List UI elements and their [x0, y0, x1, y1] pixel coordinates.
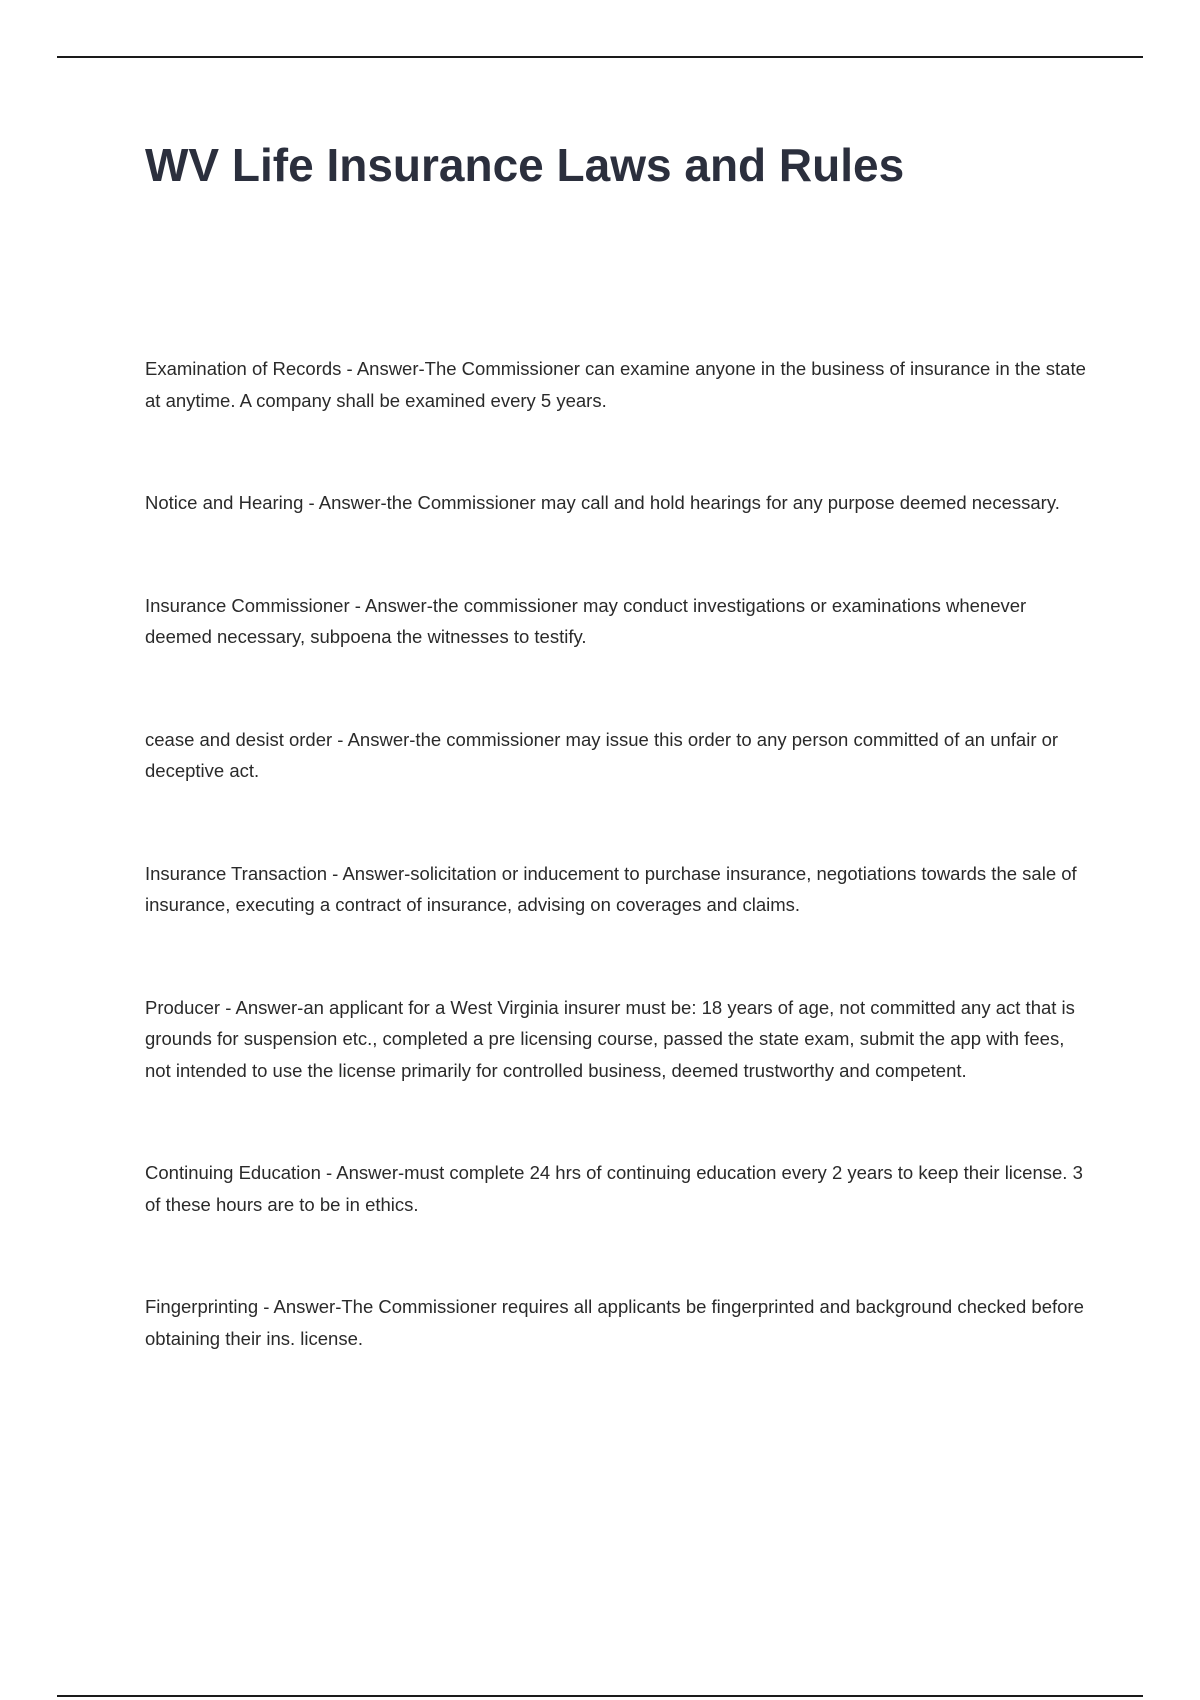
top-divider	[57, 56, 1143, 58]
entry-cease-and-desist-order: cease and desist order - Answer-the commissioner may issue this order to any person committed of an unfair or deceptive act.	[145, 728, 1059, 781]
entry-list	[145, 353, 1090, 1354]
entry-fingerprinting: Fingerprinting - Answer-The Commissioner requires all applicants be fingerprinted and background checked before obtaining their ins. license.	[145, 1296, 1084, 1349]
bottom-divider	[57, 1695, 1143, 1697]
entry-examination-of-records: Examination of Records - Answer-The Commissioner can examine anyone in the business of insurance in the state at anytime. A company shall be examined every 5 years.	[145, 358, 1086, 411]
document-title: WV Life Insurance Laws and Rules	[145, 139, 905, 191]
entry-insurance-transaction: Insurance Transaction - Answer-solicitation or inducement to purchase insurance, negotiations towards the sale of insurance, executing a contract of insurance, advising on coverages and claims.	[145, 862, 1077, 915]
entry-notice-and-hearing: Notice and Hearing - Answer-the Commissioner may call and hold hearings for any purpose deemed necessary.	[145, 492, 1060, 513]
entry-insurance-commissioner: Insurance Commissioner - Answer-the commissioner may conduct investigations or examinations whenever deemed necessary, subpoena the witnesses to testify.	[145, 594, 1027, 647]
entry-producer: Producer - Answer-an applicant for a West Virginia insurer must be: 18 years of age, not committed any act that is grounds for suspension etc., completed a pre licensing course, passed the state exam, submit the app with fees, not intended to use the license primarily for controlled business, deemed trustworthy and competent.	[145, 996, 1075, 1081]
entry-continuing-education: Continuing Education - Answer-must complete 24 hrs of continuing education every 2 years to keep their license. 3 of these hours are to be in ethics.	[145, 1162, 1083, 1215]
